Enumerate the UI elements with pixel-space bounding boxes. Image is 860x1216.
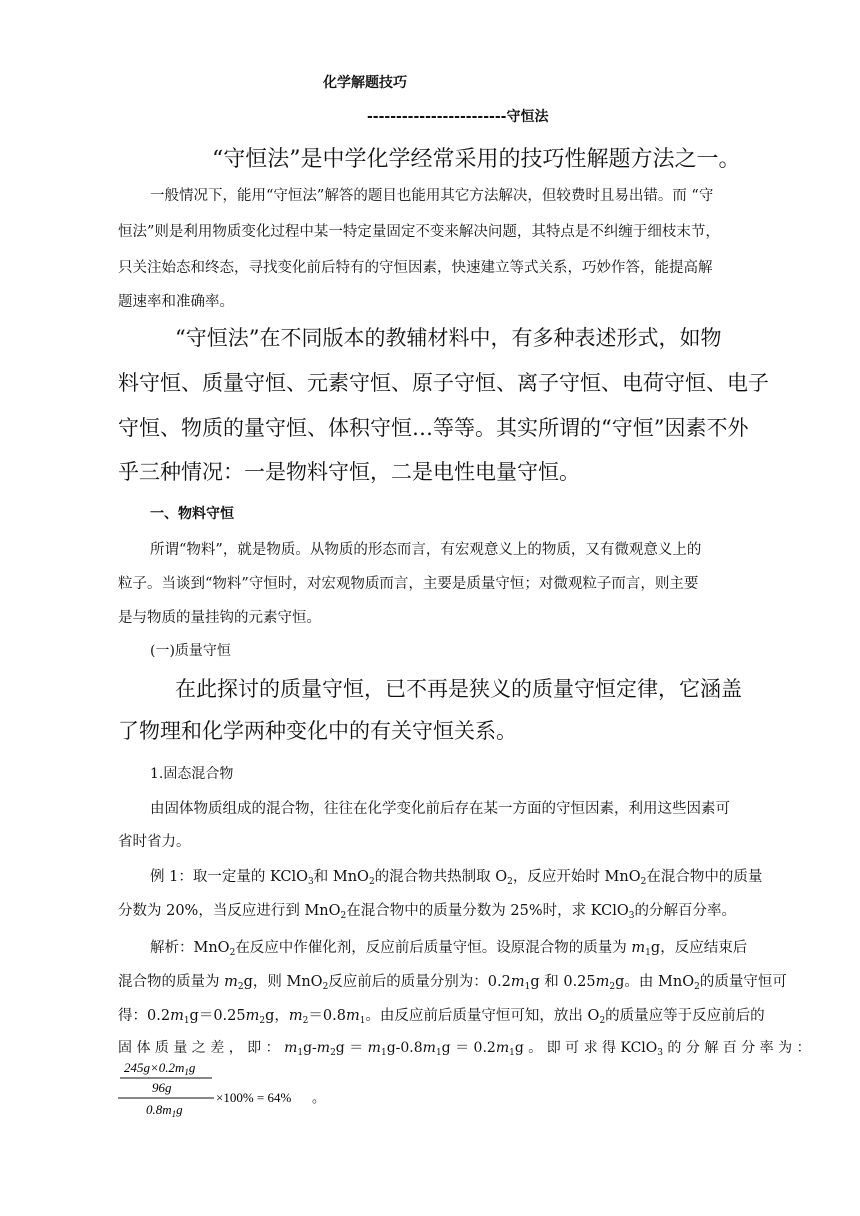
forms-line: 料守恒、质量守恒、元素守恒、原子守恒、离子守恒、电荷守恒、电子 xyxy=(118,371,769,395)
material-line: 粒子。当谈到“物料”守恒时，对宏观物质而言，主要是质量守恒；对微观粒子而言，则主要 xyxy=(118,576,699,592)
solid-line: 省时省力。 xyxy=(118,834,191,850)
material-line: 是与物质的量挂钩的元素守恒。 xyxy=(118,610,321,626)
formula-denominator: $0.8m_1g$ xyxy=(146,1102,183,1119)
example-line: 分数为 20%，当反应进行到 MnO$_2$在混合物中的质量分数为 25%时，求 KClO$_3$的分解百分率。 xyxy=(118,903,737,921)
formula-end-mark: 。 xyxy=(312,1090,326,1105)
intro-line: 只关注始态和终态，寻找变化前后特有的守恒因素，快速建立等式关系，巧妙作答，能提高解 xyxy=(118,260,713,276)
solid-line: 由固体物质组成的混合物，往往在化学变化前后存在某一方面的守恒因素，利用这些因素可 xyxy=(150,801,730,817)
formula-numerator: $245g\times 0.2m_1g$ xyxy=(124,1060,196,1077)
percentage-formula xyxy=(118,1058,338,1124)
subsection-heading: (一)质量守恒 xyxy=(150,643,231,659)
mass-line: 了物理和化学两种变化中的有关守恒关系。 xyxy=(118,719,517,743)
forms-line: 守恒、物质的量守恒、体积守恒…等等。其实所谓的“守恒”因素不外 xyxy=(118,416,749,440)
formula-inner-denominator: 96g xyxy=(152,1080,172,1095)
section-heading: 一、物料守恒 xyxy=(150,506,234,522)
solution-line: 解析：MnO$_2$在反应中作催化剂，反应前后质量守恒。设原混合物的质量为 $m_1g$，反应结束后 xyxy=(150,940,748,958)
lead-sentence: “守恒法”是中学化学经常采用的技巧性解题方法之一。 xyxy=(212,147,741,172)
intro-line: 题速率和准确率。 xyxy=(118,294,234,310)
material-line: 所谓“物料”，就是物质。从物质的形态而言，有宏观意义上的物质，又有微观意义上的 xyxy=(150,542,702,558)
mass-line: 在此探讨的质量守恒，已不再是狭义的质量守恒定律，它涵盖 xyxy=(175,677,742,701)
forms-line: 乎三种情况：一是物料守恒，二是电性电量守恒。 xyxy=(118,460,580,484)
forms-line: “守恒法”在不同版本的教辅材料中，有多种表述形式，如物 xyxy=(175,326,722,350)
solution-line: 混合物的质量为 $m_2g$，则 MnO$_2$反应前后的质量分别为：$0.2m_1g$ 和 $0.25m_2g$。由 MnO$_2$的质量守恒可 xyxy=(118,974,787,992)
subsection-heading: 1.固态混合物 xyxy=(150,766,234,782)
solution-line: 固 体 质 量 之 差 ， 即 ： $m_1g-m_2g = m_1g-0.8m_1g = 0.2m_1g$ 。 即 可 求 得 KClO$_3$ 的 分 解 百 分 率 为 ： xyxy=(118,1040,811,1058)
intro-line: 一般情况下，能用“守恒法”解答的题目也能用其它方法解决，但较费时且易出错。而 “守 xyxy=(150,188,714,204)
example-line: 例 1：取一定量的 KClO$_3$和 MnO$_2$的混合物共热制取 $O_2$，反应开始时 MnO$_2$在混合物中的质量 xyxy=(150,869,763,887)
formula-result: ×100% = 64% xyxy=(216,1090,292,1105)
doc-title: 化学解题技巧 xyxy=(323,75,407,91)
doc-subtitle: ------------------------守恒法 xyxy=(367,109,549,125)
intro-line: 恒法”则是利用物质变化过程中某一特定量固定不变来解决问题，其特点是不纠缠于细枝末节， xyxy=(118,224,720,240)
solution-line: 得：$0.2m_1g=0.25m_2g$，$m_2=0.8m_1$。由反应前后质量守恒可知，放出 $O_2$的质量应等于反应前后的 xyxy=(118,1008,765,1026)
